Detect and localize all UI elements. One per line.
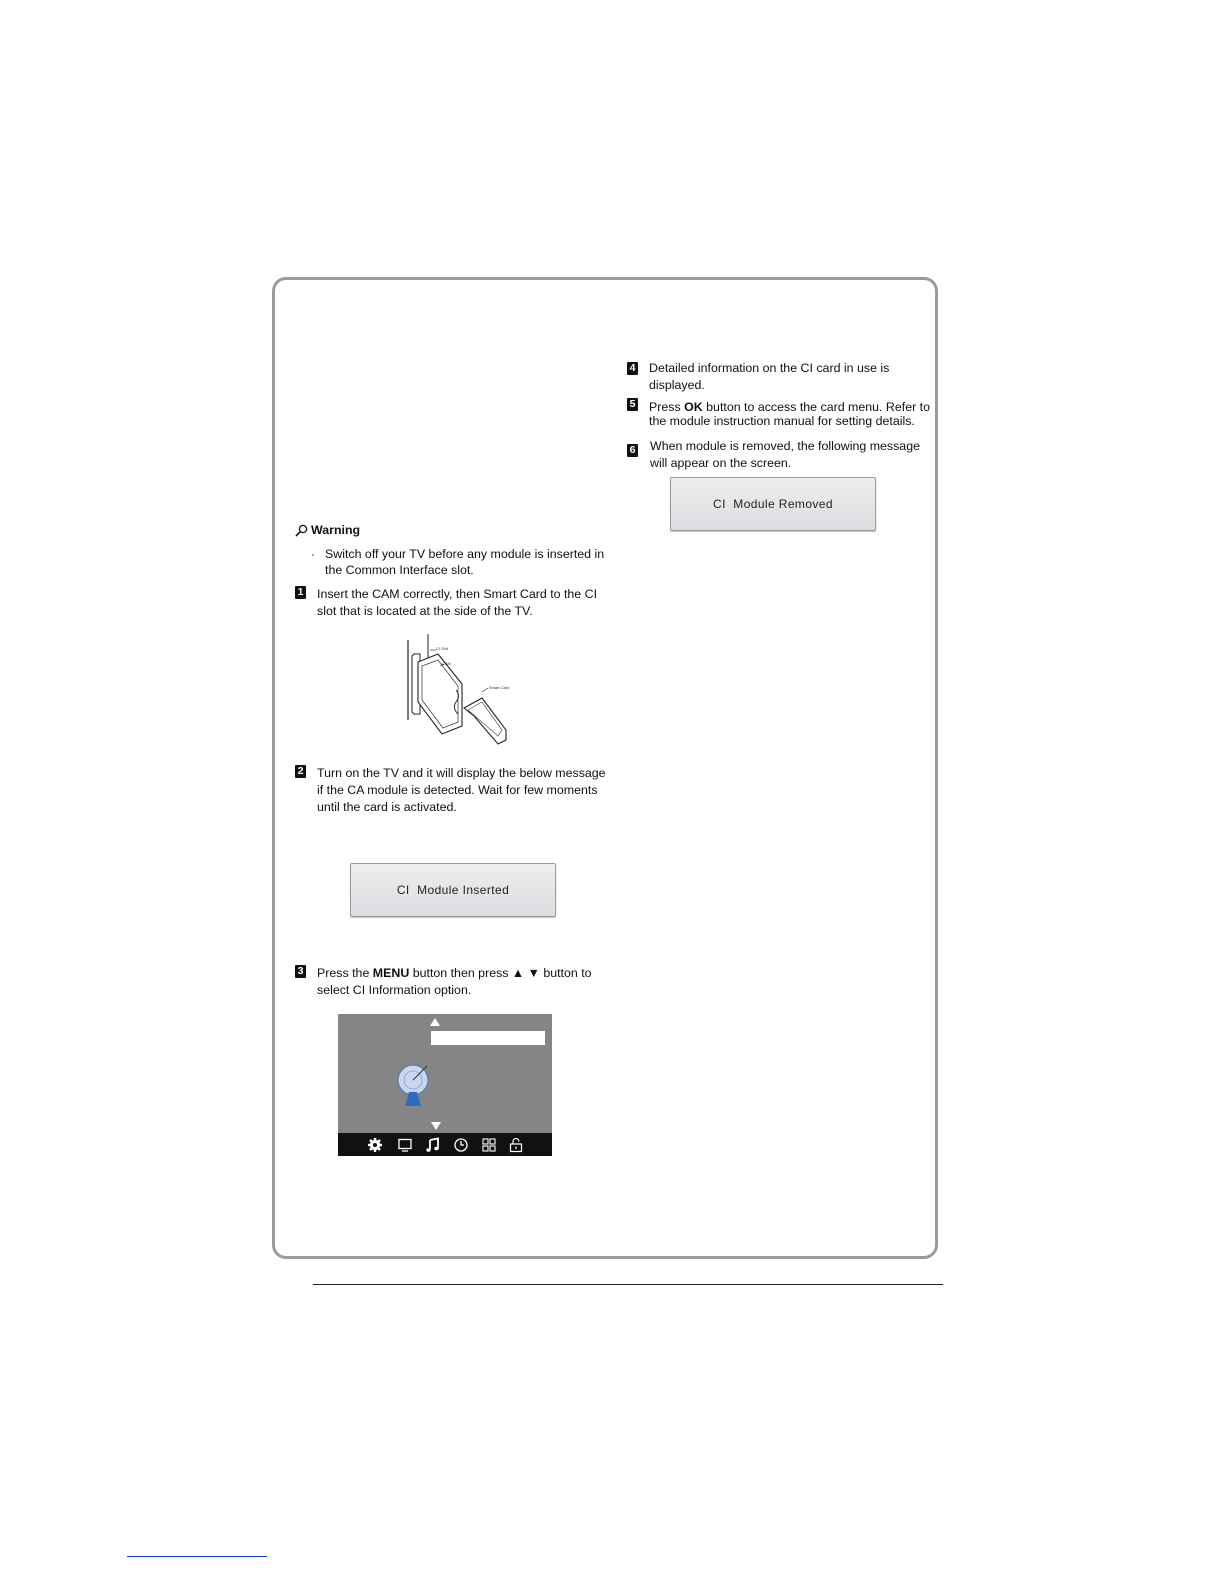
step-1-line-1: Insert the CAM correctly, then Smart Card to the CI [317, 587, 598, 601]
clock-icon [453, 1137, 469, 1153]
step-number-5: 5 [627, 398, 638, 411]
step-2-line-2: if the CA module is detected. Wait for few moments [317, 783, 598, 797]
step-6-line-1: When module is removed, the following message [650, 439, 920, 453]
step-2-line-1: Turn on the TV and it will display the below message [317, 766, 606, 780]
bullet-dot: · [311, 547, 315, 561]
step-5-line-1: Press OK button to access the card menu. Refer to [649, 400, 931, 414]
step-4-line-2: displayed. [649, 378, 705, 392]
step-1-line-2: slot that is located at the side of the TV. [317, 604, 533, 618]
magnifier-icon [295, 524, 308, 537]
step-number-1: 1 [295, 586, 306, 599]
step-4-line-1: Detailed information on the CI card in use is [649, 361, 890, 375]
bottom-link-underline [127, 1556, 267, 1557]
menu-icon-bar [338, 1133, 552, 1156]
music-note-icon [425, 1137, 441, 1153]
ci-module-inserted-message: CI Module Inserted [350, 863, 556, 917]
menu-selected-item [431, 1031, 545, 1045]
step-number-3: 3 [295, 965, 306, 978]
step-3-line-2: select CI Information option. [317, 983, 472, 997]
tv-menu-screen [338, 1014, 552, 1156]
warning-text-line-1: Switch off your TV before any module is inserted in [325, 547, 605, 561]
gear-icon [367, 1137, 383, 1153]
arrow-up-icon [430, 1018, 440, 1026]
menu-button-label: MENU [372, 966, 410, 980]
ci-module-removed-message: CI Module Removed [670, 477, 876, 531]
illus-label-smart-card: Smart Card [489, 685, 510, 690]
lock-icon [508, 1137, 524, 1153]
step-number-4: 4 [627, 362, 638, 375]
ok-button-label: OK [684, 400, 703, 414]
warning-title: Warning [311, 523, 361, 537]
grid-icon [481, 1137, 497, 1153]
step-5-line-2: the module instruction manual for setting details. [649, 414, 915, 428]
step-6-line-2: will appear on the screen. [650, 456, 792, 470]
illus-label-cam: CAM [442, 661, 451, 666]
step-number-6: 6 [627, 444, 638, 457]
arrow-down-icon [431, 1122, 441, 1130]
monitor-icon [397, 1137, 413, 1153]
warning-text-line-2: the Common Interface slot. [325, 563, 474, 577]
satellite-dish-icon [393, 1062, 433, 1110]
illus-label-ci-slot: CI Slot [436, 646, 449, 651]
step-number-2: 2 [295, 765, 306, 778]
footer-divider [313, 1284, 943, 1285]
step-2-line-3: until the card is activated. [317, 800, 457, 814]
step-3-line-1: Press the MENU button then press ▲ ▼ button to [317, 966, 592, 980]
